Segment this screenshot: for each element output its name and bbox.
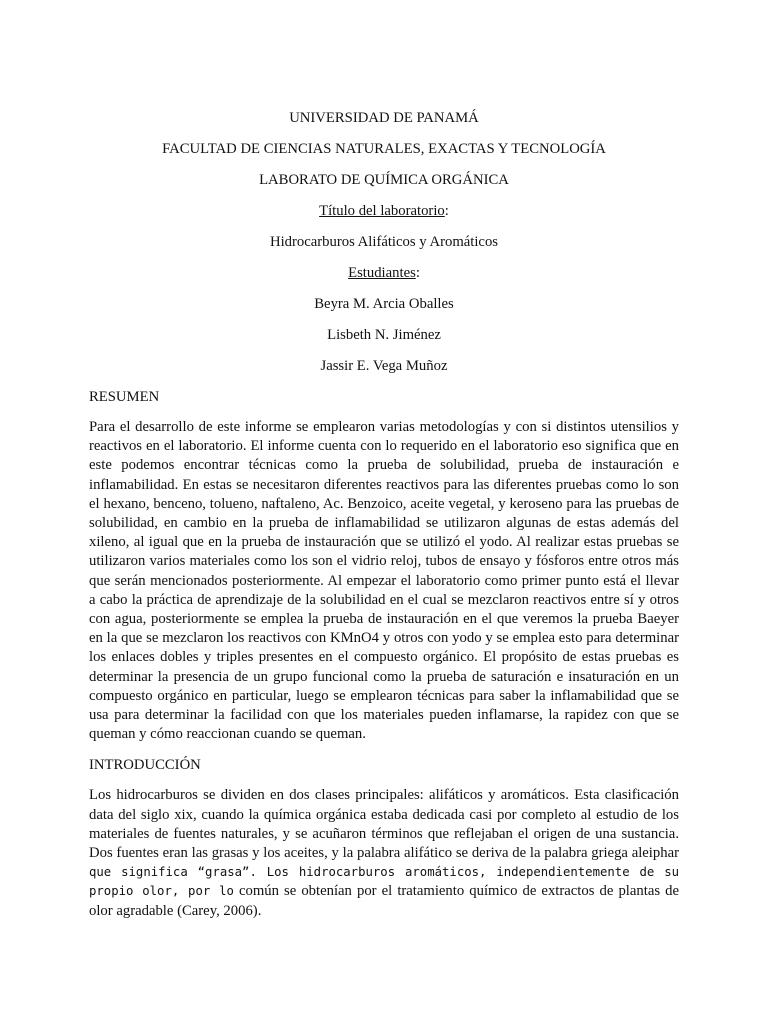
lab-name: LABORATO DE QUÍMICA ORGÁNICA: [259, 172, 509, 188]
faculty-name: FACULTAD DE CIENCIAS NATURALES, EXACTAS Y TECNOLOGÍA: [162, 141, 606, 157]
introduccion-text-part3: común se obtenían por el tratamiento químico de extractos de plantas de olor agradable (Carey, 2006).: [89, 883, 679, 919]
introduccion-text-part2: que significa “grasa”. Los hidrocarburos aromáticos, independientemente de su propio olor, por lo: [89, 865, 679, 899]
student-name: Jassir E. Vega Muñoz: [320, 358, 448, 374]
title-label: Título del laboratorio: [319, 203, 445, 219]
students-label: Estudiantes: [348, 265, 416, 281]
resumen-paragraph: Para el desarrollo de este informe se emplearon varias metodologías y con si distintos utensilios y reactivos en el laboratorio. El informe cuenta con lo requerido en el laboratorio eso significa que en este podemos encontrar técnicas como la prueba de solubilidad, prueba de instauración e inflamabilidad. En estas se necesitaron diferentes reactivos para las diferentes pruebas como lo son el hexano, benceno, tolueno, naftaleno, Ac. Benzoico, aceite vegetal, y keroseno para las pruebas de solubilidad, en cambio en la prueba de inflamabilidad se utilizaron algunas de estas además del xileno, al igual que en la prueba de instauración que se utilizó el yodo. Al realizar estas pruebas se utilizaron varios materiales como los son el vidrio reloj, tubos de ensayo y fósforos entre otros más que serán mencionados posteriormente. Al empezar el laboratorio como primer punto está el llevar a cabo la práctica de aprendizaje de la solubilidad en el cual se mezclaron reactivos entre sí y otros con agua, posteriormente se emplea la prueba de instauración en el que veremos la prueba Baeyer en la que se mezclaron los reactivos con KMnO4 y otros con yodo y se emplea esto para determinar los enlaces dobles y triples presentes en el compuesto orgánico. El propósito de estas pruebas es determinar la presencia de un grupo funcional como la prueba de saturación e insaturación en un compuesto orgánico en particular, luego se emplearon técnicas para saber la inflamabilidad que se usa para determinar la facilidad con que los materiales pueden inflamarse, la rapidez con que se queman y cómo reaccionan cuando se queman.: [89, 419, 679, 743]
title-label-colon: :: [444, 203, 449, 219]
student-name: Lisbeth N. Jiménez: [327, 327, 441, 343]
university-name: UNIVERSIDAD DE PANAMÁ: [289, 110, 479, 126]
introduccion-paragraph: [89, 786, 679, 920]
resumen-heading: RESUMEN: [89, 389, 160, 405]
introduccion-heading: INTRODUCCIÓN: [89, 757, 201, 774]
introduccion-text-part1: Los hidrocarburos se dividen en dos clases principales: alifáticos y aromáticos. Esta clasificación data del siglo xix, cuando la química orgánica estaba dedicada casi por completo al estudio de los materiales de fuentes naturales, y se acuñaron términos que reflejaban el origen de una sustancia. Dos fuentes eran las grasas y los aceites, y la palabra alifático se deriva de la palabra griega aleiphar: [89, 787, 679, 862]
students-label-line: [89, 263, 679, 283]
document-content: [89, 108, 679, 932]
title-label-line: [89, 201, 679, 221]
student-name: Beyra M. Arcia Oballes: [314, 296, 454, 312]
lab-title: Hidrocarburos Alifáticos y Aromáticos: [269, 234, 498, 250]
students-label-colon: :: [415, 265, 420, 281]
